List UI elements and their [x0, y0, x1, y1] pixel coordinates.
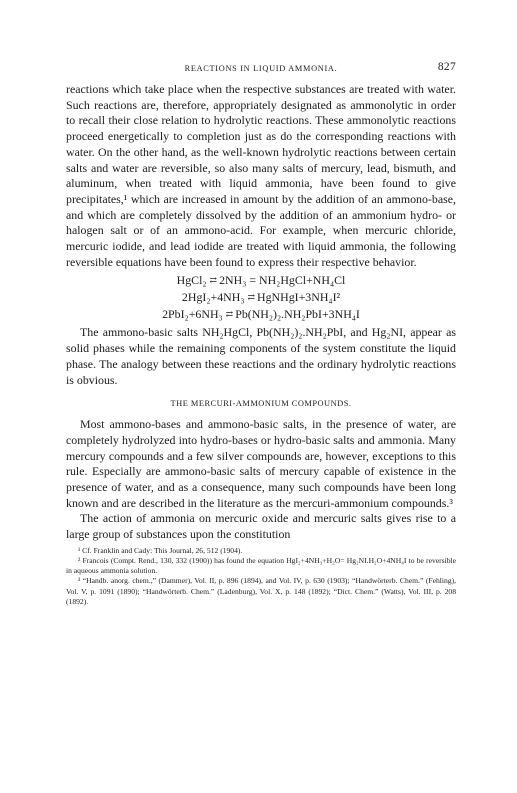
paragraph-1: reactions which take place when the respective substances are treated with water. Such reactions are, therefore, appropriately designated as ammonolytic in order to recall their close relation to hydrolytic reactions. These ammonolytic reactions proceed energetically to completion just as do the corresponding reactions with water. On the other hand, as the well-known hydrolytic reactions between certain salts and water are reversible, so also many salts of mercury, lead, bismuth, and aluminum, when treated with liquid ammonia, have been found to give precipitates,¹ which are increased in amount by the addition of an ammono-base, and which are completely dissolved by the addition of an ammonium hydro- or halogen salt or of an ammono-acid. For example, when mercuric chloride, mercuric iodide, and lead iodide are treated with liquid ammonia, the following reversible equations have been found to express their respective behavior. [66, 82, 456, 269]
equation-1-left: HgCl₂ [176, 273, 207, 288]
paragraph-4: The action of ammonia on mercuric oxide and mercuric salts gives rise to a large group of substances upon the constitution [66, 511, 456, 542]
footnotes [66, 546, 456, 607]
page [66, 60, 456, 607]
running-header [66, 60, 456, 82]
equation-2 [66, 289, 456, 306]
equation-2-right: HgNHgI+3NH₄I² [256, 290, 341, 305]
running-title: REACTIONS IN LIQUID AMMONIA. [184, 64, 338, 73]
equation-1 [66, 272, 456, 289]
equation-3-right: Pb(NH₂)₂.NH₂PbI+3NH₄I [235, 307, 360, 322]
equation-2-left: 2HgI₂+4NH₃ [181, 290, 245, 305]
reversible-arrow-icon: ⇄ [209, 275, 217, 286]
equation-3 [66, 306, 456, 323]
footnote-1: ¹ Cf. Franklin and Cady: This Journal, 26, 512 (1904). [78, 545, 243, 555]
reversible-arrow-icon: ⇄ [225, 309, 233, 320]
equations-block [66, 272, 456, 323]
equation-3-left: 2PbI₂+6NH₃ [162, 307, 223, 322]
equation-1-right: 2NH₃ = NH₂HgCl+NH₄Cl [219, 273, 346, 288]
page-number: 827 [437, 61, 456, 73]
paragraph-3: Most ammono-bases and ammono-basic salts, in the presence of water, are completely hydrolyzed into hydro-bases or hydro-basic salts and ammonia. Many mercury compounds and a few silver compounds are, however, exceptions to this rule. Especially are ammono-basic salts of mercury capable of existence in the presence of water, and as a consequence, many such compounds have been long known and are described in the literature as the mercuri-ammonium compounds.³ [66, 417, 456, 510]
reversible-arrow-icon: ⇄ [247, 292, 254, 303]
section-heading: THE MERCURI-AMMONIUM COMPOUNDS. [170, 399, 352, 409]
footnote-2: ² Francois (Compt. Rend., 130, 332 (1900)) has found the equation HgI₂+4NH₃+H₂O= Hg₂NI.H₂O+4NH₄I to be reversible in aqueous ammonia solution. [66, 556, 456, 576]
paragraph-2: The ammono-basic salts NH₂HgCl, Pb(NH₂)₂.NH₂PbI, and Hg₂NI, appear as solid phases while the remaining components of the system constitute the liquid phase. The analogy between these reactions and the ordinary hydrolytic reactions is obvious. [66, 325, 456, 387]
footnote-3: ³ “Handb. anorg. chem.,” (Dammer), Vol. II, p. 896 (1894), and Vol. IV, p. 630 (1903); “Handwörterb. Chem.” (Fehling), Vol. V, p. 1091 (1890); “Handwörterb. Chem.” (Ladenburg), Vol. X, p. 148 (1892); “Dict. Chem.” (Watts), Vol. III, p. 208 (1892). [66, 576, 456, 606]
